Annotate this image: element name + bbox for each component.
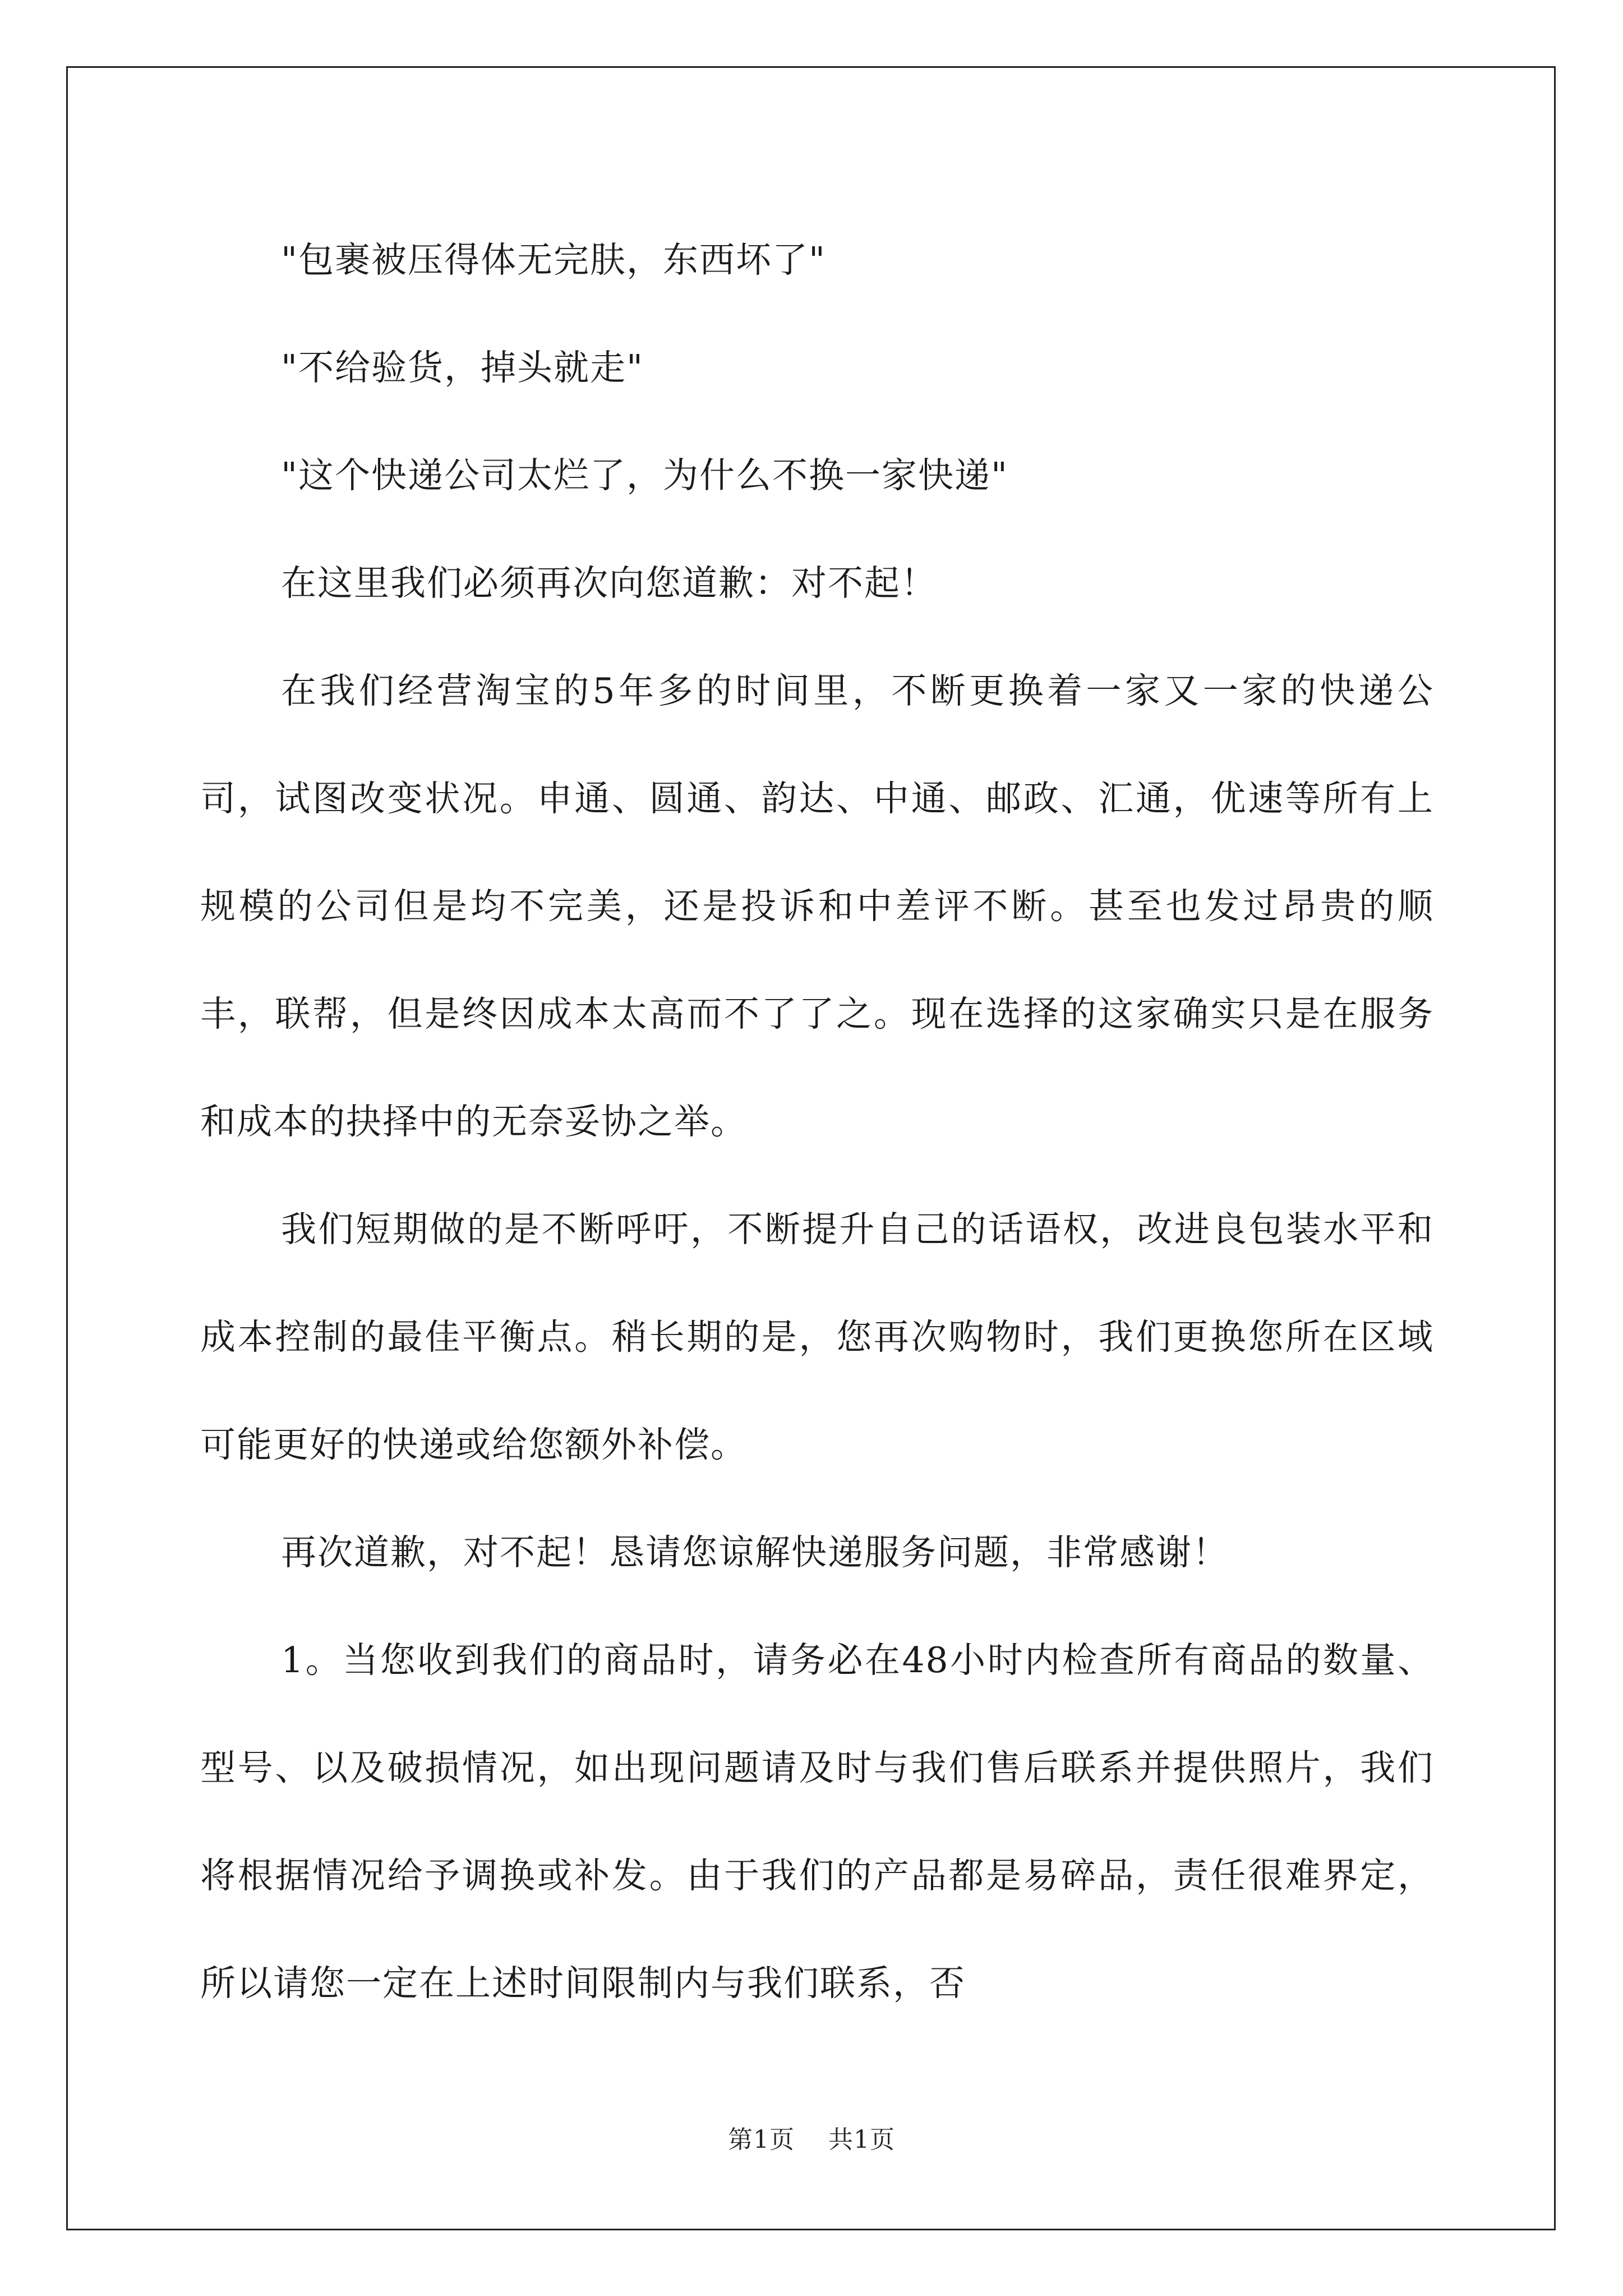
paragraph-quote-no-inspection: "不给验货，掉头就走" — [281, 347, 644, 388]
page-total: 共1页 — [828, 2125, 895, 2154]
paragraph-apology-again: 再次道歉，对不起！恳请您谅解快递服务问题，非常感谢！ — [281, 1532, 1229, 1573]
paragraph-quote-damaged: "包裹被压得体无完肤，东西坏了" — [281, 240, 826, 280]
paragraph-plans: 我们短期做的是不断呼吁，不断提升自己的话语权，改进良包装水平和成本控制的最佳平衡点。稍长期的是，您再次购物时，我们更换您所在区域可能更好的快递或给您额外补偿。 — [200, 1209, 1434, 1465]
page-number: 第1页 — [728, 2125, 795, 2154]
paragraph-courier-history: 在我们经营淘宝的5年多的时间里，不断更换着一家又一家的快递公司，试图改变状况。申通、圆通、韵达、中通、邮政、汇通，优速等所有上规模的公司但是均不完美，还是投诉和中差评不断。甚至也发过昂贵的顺丰，联帮，但是终因成本太高而不了了之。现在选择的这家确实只是在服务和成本的抉择中的无奈妥协之举。 — [200, 670, 1434, 1142]
page-footer — [0, 2119, 1623, 2155]
paragraph-item-1: 1。当您收到我们的商品时，请务必在48小时内检查所有商品的数量、型号、以及破损情况，如出现问题请及时与我们售后联系并提供照片，我们将根据情况给予调换或补发。由于我们的产品都是易碎品，责任很难界定，所以请您一定在上述时间限制内与我们联系，否 — [200, 1640, 1434, 2004]
paragraph-apology: 在这里我们必须再次向您道歉：对不起！ — [281, 563, 937, 604]
paragraph-quote-bad-courier: "这个快递公司太烂了，为什么不换一家快递" — [281, 455, 1008, 496]
document-body — [200, 206, 1434, 2037]
